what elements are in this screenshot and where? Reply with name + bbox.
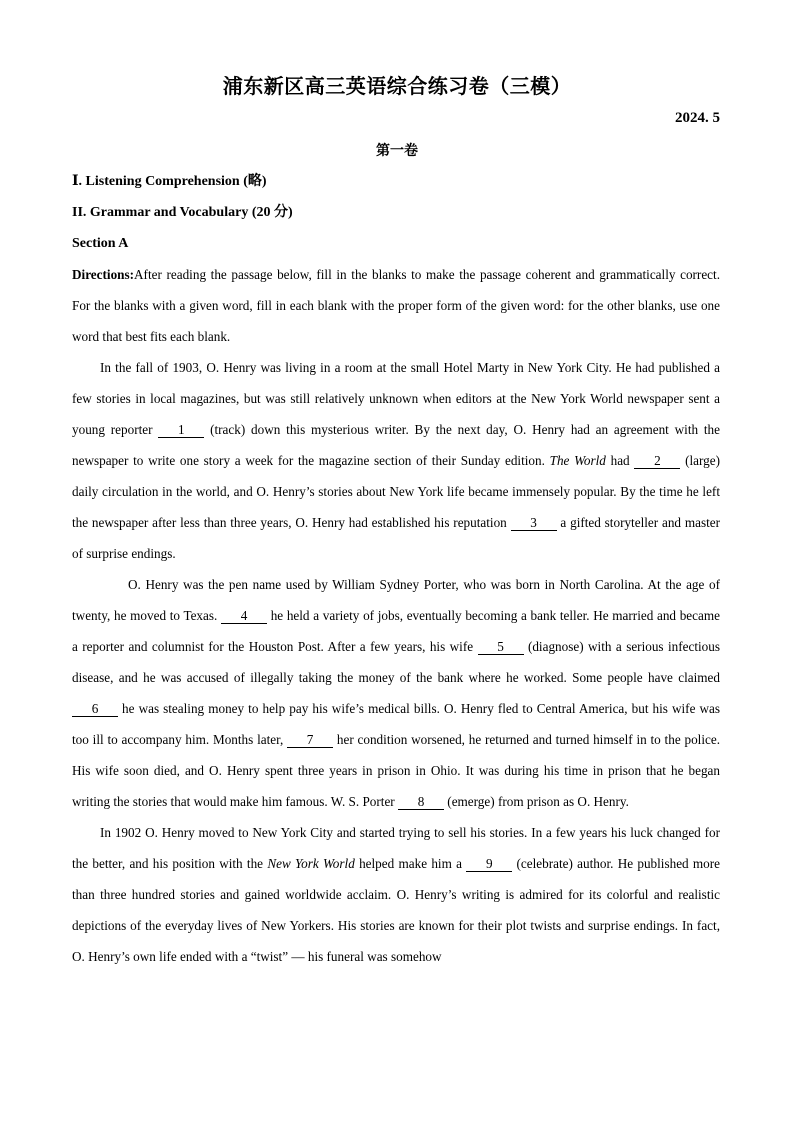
passage-text: In 1902 O. Henry moved to New York City and started trying to sell his stories. In a few years his luck changed for the better, and his position with the [72, 825, 720, 871]
exam-date: 2024. 5 [675, 110, 720, 126]
section-subheading: Section A [72, 236, 129, 251]
answer-blank-3[interactable]: 3 [511, 515, 557, 531]
passage-paragraph-1 [72, 352, 720, 569]
passage-text: (celebrate) author. He published more than three hundred stories and gained worldwide acclaim. O. Henry’s writing is admired for its colorful and realistic depictions of the everyday lives of New Yorkers. His stories are known for their plot twists and surprise endings. In fact, O. Henry’s own life ended with a “twist” — his funeral was somehow [72, 856, 721, 964]
answer-blank-2[interactable]: 2 [634, 453, 680, 469]
answer-blank-9[interactable]: 9 [466, 856, 512, 872]
directions [72, 259, 720, 352]
passage-text: (emerge) from prison as O. Henry. [444, 794, 629, 809]
passage-paragraph-2 [72, 569, 720, 817]
passage-text: he held a variety of jobs, eventually becoming a bank teller. He married and became a reporter and columnist for the Houston Post. After a few years, his wife [72, 608, 720, 654]
section-heading-grammar: II. Grammar and Vocabulary (20 分) [72, 205, 293, 220]
passage-text: her condition worsened, he returned and turned himself in to the police. His wife soon died, and O. Henry spent three years in prison in Ohio. It was during his time in prison that he began writing the stories that would make him famous. W. S. Porter [72, 732, 720, 809]
passage-text: he was stealing money to help pay his wife’s medical bills. O. Henry fled to Central America, but his wife was too ill to accompany him. Months later, [72, 701, 720, 747]
passage-text: O. Henry was the pen name used by William Sydney Porter, who was born in North Carolina. At the age of twenty, he moved to Texas. [72, 577, 720, 623]
exam-content [72, 166, 720, 972]
passage-text: (large) daily circulation in the world, and O. Henry’s stories about New York life became immensely popular. By the time he left the newspaper after less than three years, O. Henry had established his reputation [72, 453, 720, 530]
exam-title: 浦东新区高三英语综合练习卷（三模） [222, 74, 572, 98]
answer-blank-4[interactable]: 4 [221, 608, 267, 624]
answer-blank-7[interactable]: 7 [287, 732, 333, 748]
directions-label: Directions: [72, 267, 135, 282]
passage-text: helped make him a [354, 856, 467, 871]
answer-blank-6[interactable]: 6 [72, 701, 118, 717]
answer-blank-1[interactable]: 1 [158, 422, 204, 438]
answer-blank-8[interactable]: 8 [398, 794, 444, 810]
answer-blank-5[interactable]: 5 [478, 639, 524, 655]
passage-paragraph-3 [72, 817, 720, 972]
volume-label: 第一卷 [376, 143, 418, 159]
passage-text: (track) down this mysterious writer. By the next day, O. Henry had an agreement with the newspaper to write one story a week for the magazine section of their Sunday edition. [72, 422, 720, 468]
passage-text: In the fall of 1903, O. Henry was living in a room at the small Hotel Marty in New York City. He had published a few stories in local magazines, but was still relatively unknown when editors at the New York World newspaper sent a young reporter [72, 360, 720, 437]
passage-text: a gifted storyteller and master of surprise endings. [72, 515, 720, 561]
passage-text: had [605, 453, 635, 468]
passage-text: (diagnose) with a serious infectious disease, and he was accused of illegally taking the money of the bank where he worked. Some people have claimed [72, 639, 720, 685]
italic-title: The World [549, 453, 606, 468]
italic-title: New York World [267, 856, 355, 871]
directions-text: After reading the passage below, fill in the blanks to make the passage coherent and grammatically correct. For the blanks with a given word, fill in each blank with the proper form of the given word: for the other blanks, use one word that best fits each blank. [72, 267, 720, 344]
section-heading-listening: Ⅰ. Listening Comprehension (略) [72, 174, 267, 189]
